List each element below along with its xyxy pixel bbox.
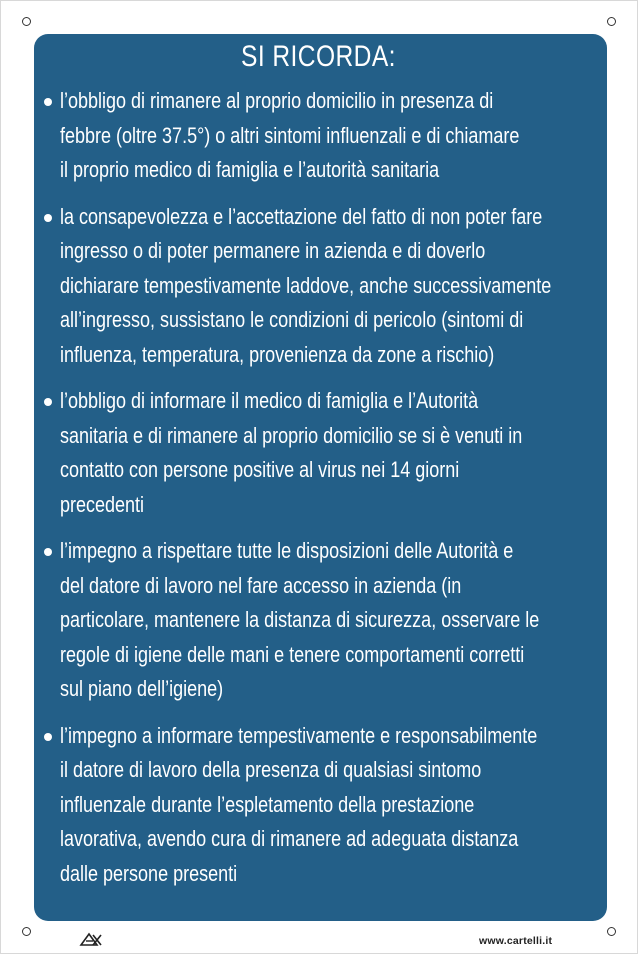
sign-panel [34, 34, 607, 921]
bullet-dot-icon [44, 733, 52, 741]
bullet-dot-icon [44, 398, 52, 406]
bullet-text-line: sanitaria e di rimanere al proprio domicilio se si è venuti in [60, 422, 523, 448]
bullet-text-line: contatto con persone positive al virus nei 14 giorni [60, 457, 460, 482]
bullet-item [44, 200, 593, 373]
bullet-text-line: influenza, temperatura, provenienza da zone a rischio) [60, 341, 495, 367]
bullet-text-line: particolare, mantenere la distanza di sicurezza, osservare le [60, 607, 540, 632]
bullet-text-line: precedenti [60, 491, 145, 517]
bullet-text-line: la consapevolezza e l’accettazione del fatto di non poter fare [60, 203, 543, 229]
bullet-text-line: all’ingresso, sussistano le condizioni di pericolo (sintomi di [60, 307, 524, 332]
bullet-dot-icon [44, 98, 52, 106]
bullet-text-line: regole di igiene delle mani e tenere comportamenti corretti [60, 641, 525, 667]
bullet-text-line: l’impegno a informare tempestivamente e responsabilmente [60, 722, 538, 748]
bullet-text-line: febbre (oltre 37.5°) o altri sintomi influenzali e di chiamare [60, 122, 520, 148]
mounting-hole-icon [22, 17, 31, 26]
mounting-hole-icon [22, 927, 31, 936]
bullet-text-line: lavorativa, avendo cura di rimanere ad adeguata distanza [60, 826, 519, 851]
bullet-text-line: l’obbligo di rimanere al proprio domicilio in presenza di [60, 88, 494, 113]
bullet-text-line: sul piano dell’igiene) [60, 676, 224, 701]
bullet-item [44, 719, 593, 892]
bullet-list [44, 84, 593, 891]
footer-website-url: www.cartelli.it [479, 935, 553, 947]
bullet-text-line: dichiarare tempestivamente laddove, anche successivamente [60, 272, 552, 298]
bullet-item [44, 84, 593, 188]
bullet-text-line: il datore di lavoro della presenza di qualsiasi sintomo [60, 757, 482, 782]
bullet-text-line: influenzale durante l’espletamento della prestazione [60, 791, 475, 817]
mounting-hole-icon [607, 927, 616, 936]
bullet-text-line: dalle persone presenti [60, 860, 238, 886]
mounting-hole-icon [607, 17, 616, 26]
brand-triangle-logo-icon [79, 932, 103, 946]
bullet-item [44, 534, 593, 707]
bullet-text-line: del datore di lavoro nel fare accesso in azienda (in [60, 572, 462, 598]
bullet-text-line: l’obbligo di informare il medico di famiglia e l’Autorità [60, 388, 479, 413]
bullet-text-line: ingresso o di poter permanere in azienda e di doverlo [60, 238, 486, 263]
bullet-item [44, 384, 593, 522]
sign-title: SI RICORDA: [241, 40, 396, 73]
bullet-text-line: l’impegno a rispettare tutte le disposizioni delle Autorità e [60, 538, 514, 563]
bullet-dot-icon [44, 214, 52, 222]
bullet-dot-icon [44, 548, 52, 556]
bullet-text-line: il proprio medico di famiglia e l’autorità sanitaria [60, 157, 440, 182]
